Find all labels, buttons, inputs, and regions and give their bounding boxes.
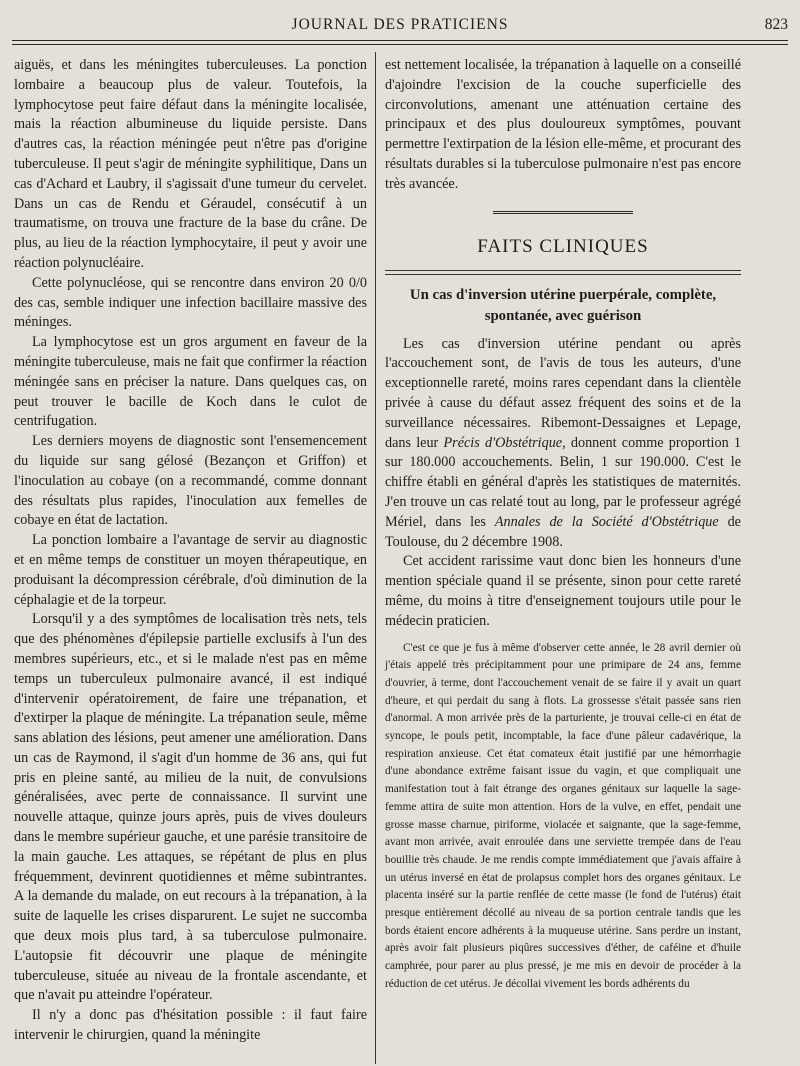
header-rule [12,40,788,41]
paragraph [385,335,741,553]
paragraph: est nettement localisée, la trépanation à laquelle on a conseillé d'ajoindre l'excision de la couche superficielle des circonvolutions, amenant une atténuation certaine des principaux et des plus douloureux symptômes, pouvant permettre l'extirpation de la lésion elle-même, et procurant des résultats durables si la tuberculose pulmonaire n'est pas encore très avancée. [385,57,741,192]
title-rule-secondary [385,274,741,275]
paragraph: La ponction lombaire a l'avantage de servir au diagnostic et en même temps de constituer un moyen thérapeutique, en produisant la décompression cérébrale, d'où diminution de la céphalagie et de la torpeur. [14,532,367,608]
left-column [14,56,367,1046]
text-run: de Toulouse, du 2 décembre 1908. [385,513,741,550]
header-rule-secondary [12,44,788,45]
title-rule [385,270,741,271]
article-title: Un cas d'inversion utérine puerpérale, complète, [409,286,717,303]
citation-title: Précis d'Obstétrique [443,434,563,451]
paragraph: Lorsqu'il y a des symptômes de localisation très nets, tels que des phénomènes d'épilepsie partielle exclusifs à l'un des membres supérieurs, etc., et si le malade n'est pas en même temps un tuberculeux pulmonaire avancé, il est indiqué d'intervenir opératoirement, de faire une trépanation, et d'extirper la plaque de méningite. La trépanation seule, même sans ablation des lésions, peut amener une amélioration. Dans un cas de Raymond, il s'agit d'un homme de 36 ans, qui fut pris en pleine santé, au milieu de la nuit, de convulsions généralisées, avec perte de connaissance. Il survint une nouvelle attaque, quinze jours après, puis de vives douleurs dans le membre supérieur gauche, et une parésie transitoire de la main gauche. Les attaques, se répétant de plus en plus fréquemment, devinrent quotidiennes et même subintrantes. A la demande du malade, on eut recours à la trépanation, à la suite de laquelle les crises disparurent. Le sujet ne succomba que deux mois plus tard, à sa tuberculose pulmonaire. L'autopsie fit découvrir une plaque de méningite tuberculeuse, située au niveau de la frontale ascendante, et que n'avait pu atteindre l'opérateur. [14,611,367,1004]
paragraph: Cet accident rarissime vaut donc bien les honneurs d'une mention spéciale quand il se présente, sinon pour cette rareté même, du moins à titre d'enseignement toujours utile pour le médecin praticien. [385,553,741,629]
text-run: , donnent comme proportion 1 sur 180.000 accouchements. Belin, 1 sur 190.000. C'est le chiffre établi en général d'après les statistiques de maternités. J'en trouve un cas relaté tout au long, par le professeur agrégé Mériel, dans les [385,434,741,530]
page-number: 823 [764,16,788,33]
column-divider [375,52,376,1064]
page-header [0,14,800,38]
section-separator [493,211,633,216]
section-title: FAITS CLINIQUES [477,235,649,257]
journal-title: JOURNAL DES PRATICIENS [291,16,509,33]
paragraph: Les derniers moyens de diagnostic sont l'ensemencement du liquide sur sang gélosé (Bezançon et Griffon) et l'inoculation au cobaye (on a recommandé, comme donnant des résultats plus rapides, l'inoculation aux femelles de cobaye en état de lactation. [14,433,367,529]
case-report-paragraph: C'est ce que je fus à même d'observer cette année, le 28 avril dernier où j'étais appelé très précipitamment pour une primipare de 24 ans, femme d'ouvrier, à terme, dont l'accouchement venait de se faire il y avait un quart d'heure, et qui perdait du sang à flots. La grossesse s'était passée sans rien d'anormal. A mon arrivée près de la parturiente, je trouvai celle-ci en état de syncope, le pouls petit, incomptable, la face d'une pâleur cadavérique, la respiration anxieuse. Cet état comateux était justifié par une hémorrhagie d'une abondance extrême faisant issue du vagin, et que compliquait une manifestation tout à fait étrange des organes génitaux sur laquelle la sage-femme attira de suite mon attention. Hors de la vulve, en effet, pendait une grosse masse charnue, piriforme, violacée et saignante, que la sage-femme, avant mon arrivée, avait enroulée dans une serviette trempée dans de l'eau bouillie très chaude. Je me rendis compte immédiatement que j'avais affaire à un utérus inversé en état de prolapsus complet hors des organes génitaux. Le placenta inséré sur la partie renflée de cette masse (le fond de l'utérus) était presque entièrement décollé au niveau de sa portion centrale tandis que les bords étaient encore adhérents à la muqueuse utérine. Sans perdre un instant, après avoir fait plusieurs piqûres successives d'éther, de caféine et d'huile camphrée, pour parer au plus pressé, je me mis en devoir de procéder à la réduction de cet utérus. Je décollai vivement les bords adhérents du [385,641,741,990]
paragraph: La lymphocytose est un gros argument en faveur de la méningite tuberculeuse, mais ne fait que confirmer la réaction méningée sans en préciser la nature. Dans quelques cas, on peut trouver le bacille de Koch dans le culot de centrifugation. [14,334,367,430]
right-column [385,56,741,994]
article-subtitle: spontanée, avec guérison [484,307,642,324]
paragraph: Il n'y a donc pas d'hésitation possible : il faut faire intervenir le chirurgien, quand la méningite [14,1007,367,1044]
citation-title: Annales de la Société d'Obstétrique [494,513,719,530]
paragraph: Cette polynucléose, qui se rencontre dans environ 20 0/0 des cas, semble indiquer une infection bacillaire massive des méninges. [14,274,367,331]
text-run: Les cas d'inversion utérine pendant ou après l'accouchement sont, de l'avis de tous les auteurs, d'une exceptionnelle rareté, moins rares cependant dans la clientèle privée à cause du défaut assez fréquent des soins et de la surveillance nécessaires. Ribemont-Dessaignes et Lepage, dans leur [385,335,741,451]
paragraph: aiguës, et dans les méningites tuberculeuses. La ponction lombaire a beaucoup plus de valeur. Toutefois, la lymphocytose peut faire défaut dans la méningite localisée, mais la réaction albumineuse du liquide persiste. Dans d'autres cas, la réaction méningée peut n'être pas d'origine tuberculeuse. Il peut s'agir de méningite syphilitique, Dans un cas d'Achard et Laubry, il s'agissait d'une tumeur du cervelet. Dans un cas de Rendu et Géraudel, consécutif à un traumatisme, on trouva une fracture de la base du crâne. De plus, au lieu de la réaction lymphocytaire, il peut y avoir une réaction polynucléaire. [14,57,367,271]
